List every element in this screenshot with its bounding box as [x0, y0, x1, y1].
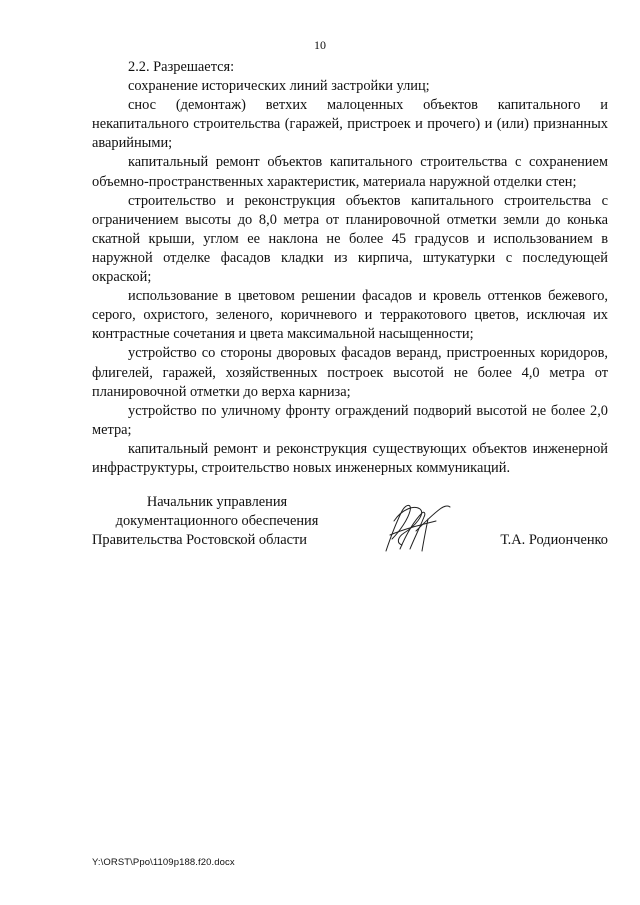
- signatory-title-line: Начальник управления: [146, 494, 288, 510]
- signatory-name: Т.А. Родионченко: [500, 532, 608, 548]
- signatory-title-line: Правительства Ростовской области: [92, 532, 307, 548]
- signatory-title-line: документационного обеспечения: [115, 513, 319, 529]
- signature-block: [92, 493, 608, 563]
- paragraph: устройство со стороны дворовых фасадов веранд, пристроенных коридоров, флигелей, гаражей, хозяйственных построек высотой не более 4,0 метра от планировочной отметки до верха карниза;: [92, 345, 608, 400]
- page-number: 10: [314, 38, 326, 52]
- paragraph: устройство по уличному фронту ограждений подворий высотой не более 2,0 метра;: [92, 402, 608, 438]
- paragraph: снос (демонтаж) ветхих малоценных объектов капитального и некапитального строительства (гаражей, пристроек и прочего) и (или) признанных аварийными;: [92, 97, 608, 152]
- document-body: [92, 58, 608, 478]
- paragraph: капитальный ремонт объектов капитального строительства с сохранением объемно-пространственных характеристик, материала наружной отделки стен;: [92, 154, 608, 190]
- paragraph: сохранение исторических линий застройки улиц;: [128, 78, 430, 95]
- footer-file-path: Y:\ORST\Ppo\1109p188.f20.docx: [92, 857, 235, 868]
- paragraph: строительство и реконструкция объектов капитального строительства с ограничением высоты до 8,0 метра от планировочной отметки земли до конька скатной крыши, углом ее наклона не более 45 градусов и использованием в наружной отделке фасадов кладки из кирпича, штукатурки с последующей окраской;: [92, 192, 608, 286]
- paragraph: использование в цветовом решении фасадов и кровель оттенков бежевого, серого, охристого, зеленого, коричневого и терракотового цветов, исключая их контрастные сочетания и цвета максимальной насыщенности;: [92, 288, 608, 343]
- section-heading: 2.2. Разрешается:: [128, 59, 235, 75]
- signatory-title: [92, 493, 342, 550]
- handwritten-signature: [380, 499, 452, 557]
- paragraph: капитальный ремонт и реконструкция существующих объектов инженерной инфраструктуры, строительство новых инженерных коммуникаций.: [92, 440, 608, 476]
